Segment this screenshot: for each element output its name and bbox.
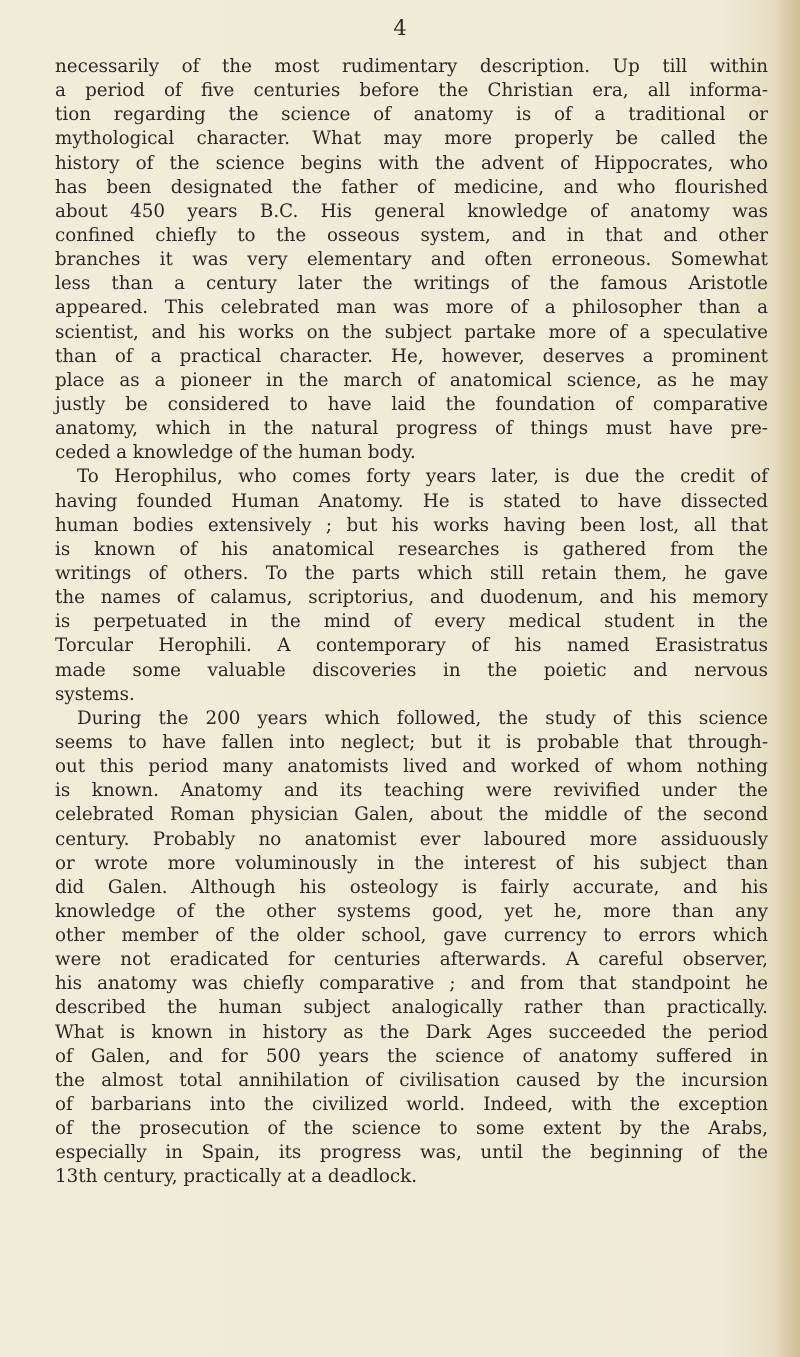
text-line: especially in Spain, its progress was, until the beginning of the [55, 1142, 768, 1164]
text-line: did Galen. Although his osteology is fairly accurate, and his [55, 876, 768, 898]
text-line: human bodies extensively ; but his works having been lost, all that [55, 514, 768, 536]
text-line: place as a pioneer in the march of anatomical science, as he may [55, 369, 768, 391]
text-line: other member of the older school, gave currency to errors which [55, 925, 768, 947]
text-line: is known. Anatomy and its teaching were revivified under the [55, 780, 768, 802]
text-line: out this period many anatomists lived and worked of whom nothing [55, 756, 768, 778]
text-line: seems to have fallen into neglect; but it is probable that through- [55, 731, 768, 753]
page-edge-shadow [774, 0, 800, 1357]
text-line: During the 200 years which followed, the study of this science [77, 707, 768, 729]
text-line: made some valuable discoveries in the poietic and nervous [55, 659, 768, 681]
page-number: 4 [393, 16, 407, 40]
text-line: is known of his anatomical researches is gathered from the [55, 538, 768, 560]
text-line: appeared. This celebrated man was more of a philosopher than a [55, 297, 768, 319]
text-line: anatomy, which in the natural progress of things must have pre- [55, 418, 768, 440]
text-line: his anatomy was chiefly comparative ; and from that standpoint he [55, 973, 768, 995]
body-text [55, 55, 768, 1190]
text-line: of the prosecution of the science to some extent by the Arabs, [55, 1118, 768, 1140]
text-line: mythological character. What may more properly be called the [55, 128, 768, 150]
text-line: ceded a knowledge of the human body. [55, 442, 416, 464]
paragraph [55, 465, 768, 706]
text-line: writings of others. To the parts which still retain them, he gave [55, 562, 768, 584]
text-line: What is known in history as the Dark Ages succeeded the period [55, 1021, 768, 1043]
text-line: justly be considered to have laid the foundation of comparative [55, 393, 768, 415]
text-line: history of the science begins with the advent of Hippocrates, who [55, 152, 768, 174]
text-line: described the human subject analogically rather than practically. [55, 997, 768, 1019]
paragraph [55, 707, 768, 1190]
text-line: of Galen, and for 500 years the science of anatomy suffered in [55, 1045, 768, 1067]
text-line: 13th century, practically at a deadlock. [55, 1166, 418, 1188]
text-line: Torcular Herophili. A contemporary of his named Erasistratus [55, 635, 768, 657]
text-line: has been designated the father of medicine, and who flourished [55, 176, 768, 198]
text-line: celebrated Roman physician Galen, about the middle of the second [55, 804, 768, 826]
text-line: tion regarding the science of anatomy is of a traditional or [55, 104, 768, 126]
text-line: century. Probably no anatomist ever laboured more assiduously [55, 828, 768, 850]
text-line: a period of five centuries before the Christian era, all informa- [55, 80, 768, 102]
text-line: systems. [55, 683, 135, 705]
paragraph [55, 55, 768, 465]
text-line: or wrote more voluminously in the interest of his subject than [55, 852, 768, 874]
text-line: the almost total annihilation of civilisation caused by the incursion [55, 1069, 768, 1091]
text-line: To Herophilus, who comes forty years later, is due the credit of [77, 466, 768, 488]
text-line: necessarily of the most rudimentary description. Up till within [55, 56, 768, 77]
text-line: knowledge of the other systems good, yet he, more than any [55, 900, 768, 922]
text-line: less than a century later the writings of the famous Aristotle [55, 273, 768, 295]
text-line: having founded Human Anatomy. He is stated to have dissected [55, 490, 768, 512]
text-line: the names of calamus, scriptorius, and duodenum, and his memory [55, 587, 768, 609]
text-line: than of a practical character. He, however, deserves a prominent [55, 345, 768, 367]
text-line: branches it was very elementary and often erroneous. Somewhat [55, 249, 768, 271]
text-line: confined chiefly to the osseous system, and in that and other [55, 224, 768, 246]
text-line: about 450 years B.C. His general knowledge of anatomy was [55, 200, 768, 222]
text-line: is perpetuated in the mind of every medical student in the [55, 611, 768, 633]
text-line: were not eradicated for centuries afterwards. A careful observer, [55, 949, 768, 971]
text-line: scientist, and his works on the subject partake more of a speculative [55, 321, 768, 343]
text-line: of barbarians into the civilized world. Indeed, with the exception [55, 1094, 768, 1116]
